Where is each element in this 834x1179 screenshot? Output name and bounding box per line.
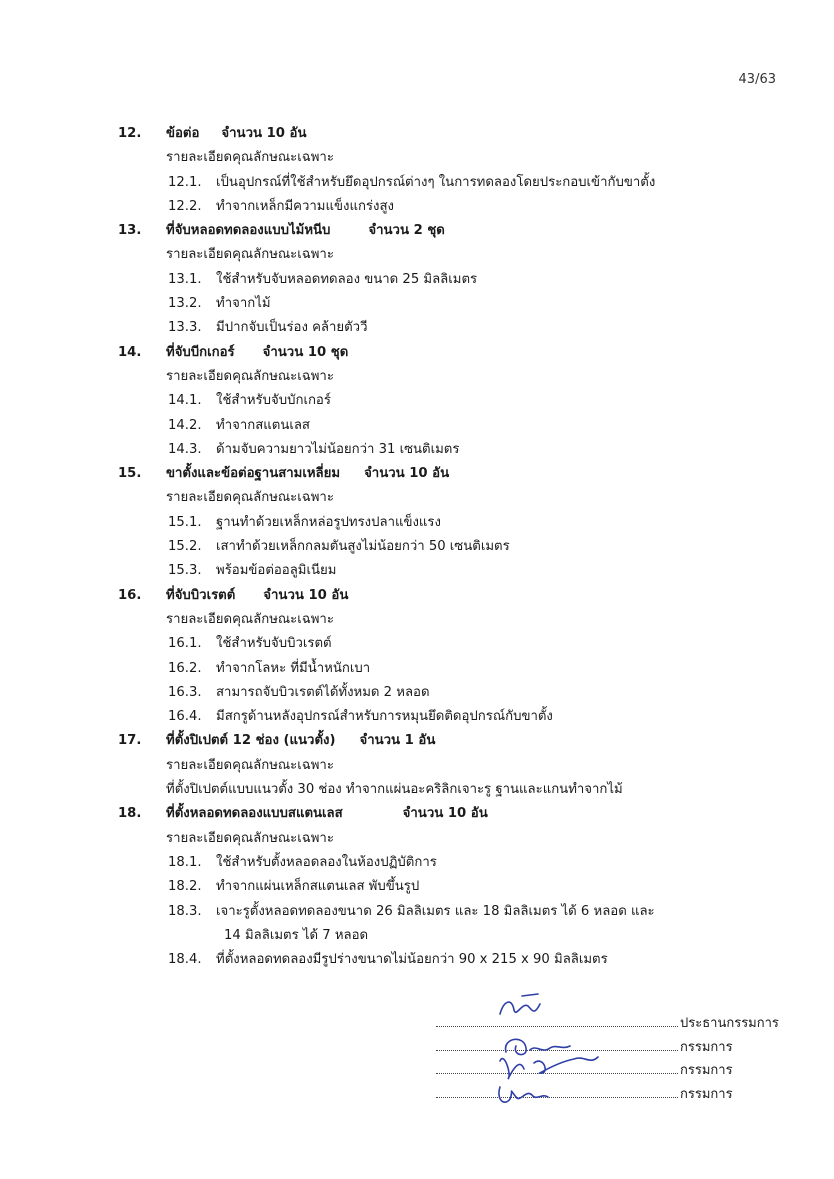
section-heading — [118, 729, 758, 753]
spec-item-number: 16.2. — [168, 660, 202, 676]
spec-detail-label: รายละเอียดคุณลักษณะเฉพาะ — [166, 611, 334, 627]
spec-item-number: 13.1. — [168, 271, 202, 287]
spec-item-number: 12.1. — [168, 174, 202, 190]
spec-detail-label: รายละเอียดคุณลักษณะเฉพาะ — [166, 757, 334, 773]
section-title: ที่ตั้งหลอดทดลองแบบสแตนเลส — [166, 806, 343, 822]
section-heading — [118, 584, 758, 608]
section-title: ขาตั้งและข้อต่อฐานสามเหลี่ยม — [166, 466, 341, 482]
spec-item-number: 14.1. — [168, 393, 202, 409]
spec-item — [118, 389, 758, 413]
spec-item — [118, 292, 758, 316]
signature-role: กรรมการ — [680, 1039, 733, 1055]
spec-item-number: 18.1. — [168, 854, 202, 870]
spec-item-number: 14.3. — [168, 441, 202, 457]
spec-item-text: ใช้สำหรับจับบักเกอร์ — [216, 393, 331, 409]
spec-item-text: สามารถจับบิวเรตต์ได้ทั้งหมด 2 หลอด — [216, 684, 430, 700]
spec-item-text: เป็นอุปกรณ์ที่ใช้สำหรับยึดอุปกรณ์ต่างๆ ในการทดลองโดยประกอบเข้ากับขาตั้ง — [216, 174, 656, 190]
spec-item-text: ทำจากไม้ — [216, 296, 271, 312]
spec-detail-label: รายละเอียดคุณลักษณะเฉพาะ — [166, 368, 334, 384]
section-quantity: จำนวน 10 อัน — [221, 126, 307, 141]
spec-item — [118, 438, 758, 462]
spec-item-text: ด้ามจับความยาวไม่น้อยกว่า 31 เซนติเมตร — [216, 441, 460, 457]
section-number: 17. — [118, 733, 142, 749]
spec-item-number: 16.3. — [168, 684, 202, 700]
spec-item-number: 18.4. — [168, 952, 202, 968]
signature-role: กรรมการ — [680, 1063, 733, 1078]
spec-item — [118, 511, 758, 535]
spec-item-number: 16.4. — [168, 709, 202, 725]
spec-detail-label: รายละเอียดคุณลักษณะเฉพาะ — [166, 830, 334, 846]
section-quantity: จำนวน 10 ชุด — [262, 344, 349, 360]
section-heading — [118, 802, 758, 826]
section-quantity: จำนวน 10 อัน — [263, 587, 349, 603]
spec-item-number: 13.2. — [168, 296, 202, 312]
signature-dotted-line — [436, 1036, 678, 1051]
section-number: 16. — [118, 587, 142, 603]
spec-item-text: ทำจากโลหะ ที่มีน้ำหนักเบา — [216, 660, 371, 676]
section-heading — [118, 341, 758, 365]
spec-item-text: ใช้สำหรับจับหลอดทดลอง ขนาด 25 มิลลิเมตร — [216, 271, 478, 287]
spec-item-text: พร้อมข้อต่ออลูมิเนียม — [216, 563, 337, 579]
spec-item — [118, 851, 758, 875]
page-number: 43/63 — [738, 72, 776, 87]
spec-item-text: ทำจากแผ่นเหล็กสแตนเลส พับขึ้นรูป — [216, 879, 420, 895]
section-number: 14. — [118, 344, 142, 360]
spec-item — [118, 559, 758, 583]
spec-item — [118, 414, 758, 438]
spec-paragraph: ที่ตั้งปิเปตต์แบบแนวตั้ง 30 ช่อง ทำจากแผ่นอะคริลิกเจาะรู ฐานและแกนทำจากไม้ — [166, 782, 623, 798]
spec-item-text: เจาะรูตั้งหลอดทดลองขนาด 26 มิลลิเมตร และ 18 มิลลิเมตร ได้ 6 หลอด และ — [216, 903, 655, 919]
spec-item — [118, 681, 758, 705]
signature-line — [436, 1036, 796, 1060]
section-heading — [118, 122, 758, 146]
spec-item — [118, 948, 758, 972]
spec-item-number: 18.2. — [168, 879, 202, 895]
spec-item-continuation: 14 มิลลิเมตร ได้ 7 หลอด — [224, 927, 369, 943]
section-title: ที่จับบีกเกอร์ — [166, 344, 235, 360]
spec-item-number: 14.2. — [168, 417, 202, 433]
section-heading — [118, 219, 758, 243]
spec-list — [118, 122, 758, 972]
spec-item-number: 12.2. — [168, 198, 202, 214]
signature-dotted-line — [436, 1059, 678, 1074]
signature-dotted-line — [436, 1083, 678, 1098]
section-quantity: จำนวน 10 อัน — [364, 466, 450, 482]
section-number: 15. — [118, 466, 142, 482]
spec-item-text: มีปากจับเป็นร่อง คล้ายตัววี — [216, 320, 368, 336]
spec-item — [118, 875, 758, 899]
signature-role: ประธานกรรมการ — [680, 1016, 779, 1031]
spec-item — [118, 171, 758, 195]
spec-item-text: มีสกรูด้านหลังอุปกรณ์สำหรับการหมุนยึดติดอุปกรณ์กับขาตั้ง — [216, 709, 553, 725]
spec-detail-label: รายละเอียดคุณลักษณะเฉพาะ — [166, 247, 334, 263]
spec-item-number: 15.2. — [168, 539, 202, 555]
spec-item-text: เสาทำด้วยเหล็กกลมตันสูงไม่น้อยกว่า 50 เซนติเมตร — [216, 539, 510, 555]
section-number: 12. — [118, 126, 142, 141]
signature-role: กรรมการ — [680, 1086, 733, 1102]
spec-item-text: ทำจากเหล็กมีความแข็งแกร่งสูง — [216, 198, 394, 214]
spec-item — [118, 900, 758, 924]
spec-item-text: ใช้สำหรับจับบิวเรตต์ — [216, 636, 332, 652]
signature-dotted-line — [436, 1012, 678, 1027]
spec-item — [118, 195, 758, 219]
spec-item — [118, 632, 758, 656]
signature-line — [436, 1083, 796, 1107]
spec-item — [118, 705, 758, 729]
spec-item-number: 16.1. — [168, 636, 202, 652]
spec-item — [118, 657, 758, 681]
spec-item-number: 13.3. — [168, 320, 202, 336]
spec-detail-label: รายละเอียดคุณลักษณะเฉพาะ — [166, 490, 334, 506]
spec-detail-label: รายละเอียดคุณลักษณะเฉพาะ — [166, 150, 334, 166]
section-title: ที่ตั้งปิเปตต์ 12 ช่อง (แนวตั้ง) — [166, 733, 336, 749]
spec-item — [118, 268, 758, 292]
section-quantity: จำนวน 10 อัน — [402, 806, 488, 822]
spec-item-text: ใช้สำหรับตั้งหลอดลองในห้องปฏิบัติการ — [216, 854, 437, 870]
spec-item-number: 15.3. — [168, 563, 202, 579]
section-quantity: จำนวน 2 ชุด — [368, 223, 445, 239]
section-title: ที่จับหลอดทดลองแบบไม้หนีบ — [166, 223, 331, 239]
section-number: 13. — [118, 223, 142, 239]
spec-item-number: 15.1. — [168, 514, 202, 530]
spec-item-text: ทำจากสแตนเลส — [216, 417, 310, 433]
signature-block — [436, 1012, 796, 1106]
spec-item — [118, 535, 758, 559]
section-heading — [118, 462, 758, 486]
section-title: ที่จับบิวเรตต์ — [166, 587, 236, 603]
spec-item — [118, 316, 758, 340]
section-quantity: จำนวน 1 อัน — [359, 733, 436, 749]
signature-line — [436, 1012, 796, 1036]
signature-line — [436, 1059, 796, 1083]
section-title: ข้อต่อ — [166, 126, 200, 141]
spec-item-text: ฐานทำด้วยเหล็กหล่อรูปทรงปลาแข็งแรง — [216, 514, 441, 530]
spec-item-number: 18.3. — [168, 903, 202, 919]
spec-item-text: ที่ตั้งหลอดทดลองมีรูปร่างขนาดไม่น้อยกว่า 90 x 215 x 90 มิลลิเมตร — [216, 952, 608, 968]
section-number: 18. — [118, 806, 142, 822]
